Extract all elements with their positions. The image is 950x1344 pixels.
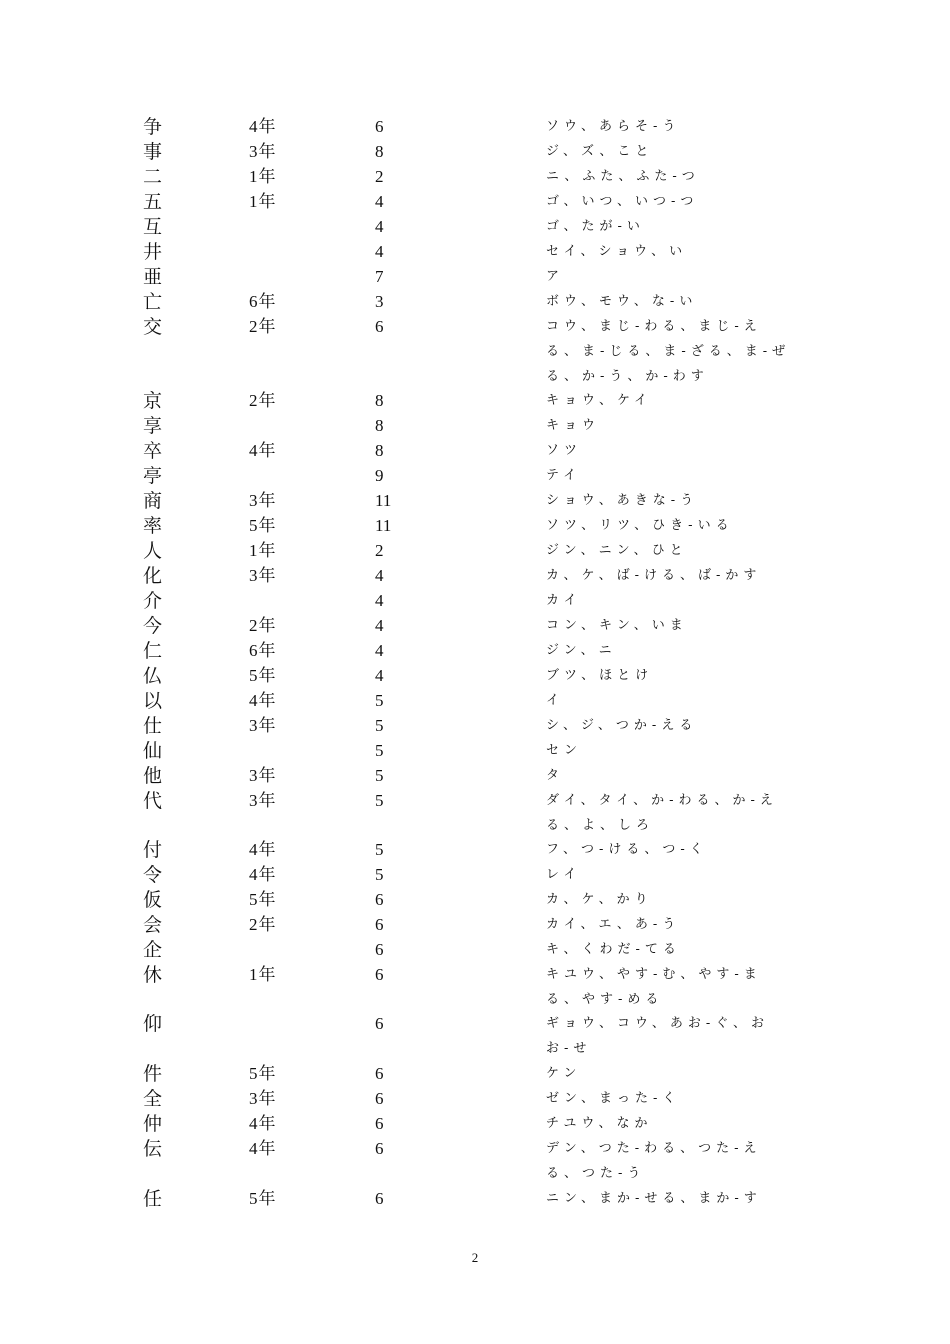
kanji-cell: 京: [143, 390, 163, 412]
grade-cell: 4年: [249, 840, 277, 859]
grade-cell: 3年: [249, 766, 277, 785]
grade-cell: 5年: [249, 1064, 277, 1083]
table-row: [0, 664, 950, 688]
page-number: 2: [471, 1250, 479, 1265]
kanji-cell: 仙: [143, 740, 163, 762]
reading-cell: デン、つた-わる、つた-える、つた-う: [546, 1141, 762, 1181]
reading-cell: ニ、ふた、ふた-つ: [546, 169, 700, 184]
stroke-count-cell: 6: [375, 1014, 384, 1033]
reading-cell: コン、キン、いま: [546, 618, 688, 633]
table-row: [0, 963, 950, 1007]
reading-cell: キユウ、やす-む、やす-まる、やす-める: [546, 967, 762, 1007]
reading-cell: イ: [546, 693, 565, 708]
stroke-count-cell: 3: [375, 292, 384, 311]
grade-cell: 4年: [249, 117, 277, 136]
kanji-cell: 仮: [143, 889, 163, 911]
table-row: [0, 714, 950, 738]
reading-cell: ソツ: [546, 443, 583, 458]
table-row: [0, 389, 950, 413]
table-row: [0, 190, 950, 214]
kanji-cell: 付: [143, 839, 163, 861]
stroke-count-cell: 4: [375, 217, 384, 236]
stroke-count-cell: 5: [375, 691, 384, 710]
stroke-count-cell: 6: [375, 1189, 384, 1208]
kanji-cell: 以: [143, 690, 163, 712]
kanji-cell: 仲: [143, 1113, 163, 1135]
table-row: [0, 888, 950, 912]
kanji-cell: 交: [143, 316, 163, 338]
kanji-cell: 人: [143, 540, 163, 562]
grade-cell: 3年: [249, 491, 277, 510]
stroke-count-cell: 6: [375, 317, 384, 336]
reading-cell: ジン、ニ: [546, 643, 617, 658]
kanji-cell: 商: [143, 490, 163, 512]
reading-cell: セイ、ショウ、い: [546, 244, 688, 259]
grade-cell: 1年: [249, 192, 277, 211]
reading-cell: ジン、ニン、ひと: [546, 543, 688, 558]
grade-cell: 6年: [249, 292, 277, 311]
table-row: [0, 913, 950, 937]
stroke-count-cell: 4: [375, 192, 384, 211]
grade-cell: 1年: [249, 965, 277, 984]
table-row: [0, 1012, 950, 1056]
stroke-count-cell: 6: [375, 965, 384, 984]
stroke-count-cell: 4: [375, 242, 384, 261]
stroke-count-cell: 2: [375, 167, 384, 186]
stroke-count-cell: 6: [375, 915, 384, 934]
reading-cell: ゴ、いつ、いつ-つ: [546, 194, 699, 209]
stroke-count-cell: 6: [375, 117, 384, 136]
stroke-count-cell: 8: [375, 441, 384, 460]
reading-cell: ソウ、あらそ-う: [546, 119, 681, 134]
kanji-cell: 休: [143, 964, 163, 986]
grade-cell: 4年: [249, 865, 277, 884]
table-row: [0, 414, 950, 438]
stroke-count-cell: 2: [375, 541, 384, 560]
reading-cell: タ: [546, 768, 565, 783]
kanji-cell: 企: [143, 939, 163, 961]
stroke-count-cell: 5: [375, 766, 384, 785]
table-row: [0, 115, 950, 139]
table-row: [0, 290, 950, 314]
reading-cell: コウ、まじ-わる、まじ-える、ま-じる、ま-ざる、ま-ぜる、か-う、か-わす: [546, 319, 791, 384]
table-row: [0, 938, 950, 962]
kanji-cell: 争: [143, 116, 163, 138]
reading-cell: カ、ケ、ば-ける、ば-かす: [546, 568, 762, 583]
grade-cell: 2年: [249, 391, 277, 410]
stroke-count-cell: 8: [375, 416, 384, 435]
grade-cell: 5年: [249, 890, 277, 909]
table-row: [0, 564, 950, 588]
table-row: [0, 1137, 950, 1181]
stroke-count-cell: 4: [375, 641, 384, 660]
kanji-cell: 件: [143, 1063, 163, 1085]
table-row: [0, 639, 950, 663]
stroke-count-cell: 6: [375, 1064, 384, 1083]
table-row: [0, 1187, 950, 1211]
table-row: [0, 1087, 950, 1111]
kanji-cell: 亭: [143, 465, 163, 487]
reading-cell: レイ: [546, 867, 582, 882]
reading-cell: ゴ、たが-い: [546, 219, 645, 234]
stroke-count-cell: 11: [375, 516, 392, 535]
grade-cell: 1年: [249, 167, 277, 186]
stroke-count-cell: 5: [375, 741, 384, 760]
kanji-cell: 令: [143, 864, 163, 886]
table-row: [0, 464, 950, 488]
stroke-count-cell: 6: [375, 1089, 384, 1108]
reading-cell: ア: [546, 269, 565, 284]
kanji-cell: 代: [143, 790, 163, 812]
kanji-cell: 介: [143, 590, 163, 612]
reading-cell: ブツ、ほとけ: [546, 668, 654, 683]
reading-cell: ソツ、リツ、ひき-いる: [546, 518, 734, 533]
table-row: [0, 614, 950, 638]
grade-cell: 2年: [249, 915, 277, 934]
grade-cell: 6年: [249, 641, 277, 660]
kanji-cell: 伝: [143, 1138, 163, 1160]
table-row: [0, 863, 950, 887]
kanji-cell: 五: [143, 191, 163, 213]
stroke-count-cell: 6: [375, 890, 384, 909]
stroke-count-cell: 6: [375, 940, 384, 959]
grade-cell: 4年: [249, 1114, 277, 1133]
kanji-cell: 亡: [143, 291, 163, 313]
kanji-cell: 仰: [143, 1013, 163, 1035]
stroke-count-cell: 8: [375, 391, 384, 410]
reading-cell: フ、つ-ける、つ-く: [546, 842, 708, 857]
stroke-count-cell: 11: [375, 491, 392, 510]
grade-cell: 3年: [249, 1089, 277, 1108]
stroke-count-cell: 6: [375, 1114, 384, 1133]
grade-cell: 3年: [249, 716, 277, 735]
stroke-count-cell: 7: [375, 267, 384, 286]
table-row: [0, 315, 950, 384]
reading-cell: ダイ、タイ、か-わる、か-える、よ、しろ: [546, 793, 778, 833]
table-row: [0, 489, 950, 513]
reading-cell: ショウ、あきな-う: [546, 493, 699, 508]
kanji-cell: 互: [143, 216, 163, 238]
kanji-cell: 会: [143, 914, 163, 936]
reading-cell: キョウ: [546, 418, 601, 433]
reading-cell: カ、ケ、かり: [546, 892, 653, 907]
table-row: [0, 589, 950, 613]
kanji-cell: 亜: [143, 266, 163, 288]
stroke-count-cell: 6: [375, 1139, 384, 1158]
stroke-count-cell: 4: [375, 666, 384, 685]
grade-cell: 2年: [249, 317, 277, 336]
table-row: [0, 689, 950, 713]
table-row: [0, 789, 950, 833]
table-row: [0, 739, 950, 763]
grade-cell: 5年: [249, 1189, 277, 1208]
table-row: [0, 1112, 950, 1136]
reading-cell: シ、ジ、つか-える: [546, 718, 698, 733]
reading-cell: ジ、ズ、こと: [546, 144, 654, 159]
stroke-count-cell: 5: [375, 716, 384, 735]
kanji-cell: 他: [143, 765, 163, 787]
stroke-count-cell: 8: [375, 142, 384, 161]
stroke-count-cell: 4: [375, 591, 384, 610]
grade-cell: 3年: [249, 791, 277, 810]
kanji-cell: 仏: [143, 665, 163, 687]
table-row: [0, 439, 950, 463]
kanji-cell: 率: [143, 515, 163, 537]
kanji-cell: 全: [143, 1088, 163, 1110]
reading-cell: チユウ、なか: [546, 1116, 653, 1131]
grade-cell: 5年: [249, 666, 277, 685]
kanji-cell: 享: [143, 415, 163, 437]
grade-cell: 5年: [249, 516, 277, 535]
table-row: [0, 240, 950, 264]
table-row: [0, 265, 950, 289]
grade-cell: 1年: [249, 541, 277, 560]
reading-cell: ケン: [546, 1066, 582, 1081]
reading-cell: ボウ、モウ、な-い: [546, 294, 698, 309]
reading-cell: ギョウ、コウ、あお-ぐ、おお-せ: [546, 1016, 770, 1056]
kanji-cell: 化: [143, 565, 163, 587]
kanji-cell: 今: [143, 615, 163, 637]
stroke-count-cell: 5: [375, 865, 384, 884]
reading-cell: キ、くわだ-てる: [546, 942, 681, 957]
grade-cell: 4年: [249, 691, 277, 710]
kanji-cell: 卒: [143, 440, 163, 462]
table-row: [0, 764, 950, 788]
reading-cell: ニン、まか-せる、まか-す: [546, 1191, 762, 1206]
kanji-cell: 任: [143, 1188, 163, 1210]
reading-cell: ゼン、まった-く: [546, 1091, 681, 1106]
table-row: [0, 838, 950, 862]
stroke-count-cell: 4: [375, 566, 384, 585]
reading-cell: テイ: [546, 468, 582, 483]
table-row: [0, 215, 950, 239]
kanji-cell: 井: [143, 241, 163, 263]
grade-cell: 3年: [249, 566, 277, 585]
kanji-cell: 事: [143, 141, 163, 163]
reading-cell: カイ: [546, 593, 582, 608]
grade-cell: 4年: [249, 441, 277, 460]
grade-cell: 3年: [249, 142, 277, 161]
kanji-cell: 二: [143, 166, 163, 188]
stroke-count-cell: 4: [375, 616, 384, 635]
stroke-count-cell: 9: [375, 466, 384, 485]
grade-cell: 4年: [249, 1139, 277, 1158]
table-row: [0, 165, 950, 189]
reading-cell: キョウ、ケイ: [546, 393, 653, 408]
reading-cell: カイ、エ、あ-う: [546, 917, 681, 932]
kanji-cell: 仁: [143, 640, 163, 662]
kanji-cell: 仕: [143, 715, 163, 737]
stroke-count-cell: 5: [375, 791, 384, 810]
stroke-count-cell: 5: [375, 840, 384, 859]
grade-cell: 2年: [249, 616, 277, 635]
reading-cell: セン: [546, 743, 583, 758]
table-row: [0, 1062, 950, 1086]
table-row: [0, 514, 950, 538]
table-row: [0, 539, 950, 563]
table-row: [0, 140, 950, 164]
